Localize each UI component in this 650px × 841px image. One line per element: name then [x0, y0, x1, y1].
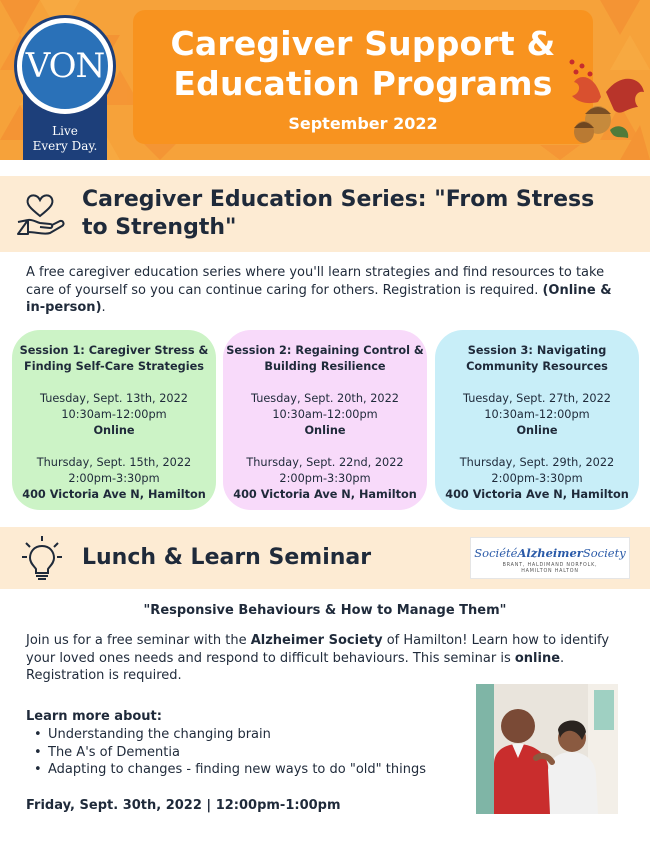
alz-logo-sub [471, 563, 629, 575]
seminar-partner: Alzheimer Society [250, 633, 383, 648]
session-inperson-date: Thursday, Sept. 22nd, 2022 [246, 456, 404, 469]
alz-name-b: Alzheimer [517, 546, 583, 560]
education-title-line2: to Strength" [82, 215, 237, 240]
session-title-line1: Session 2: Regaining Control & [226, 344, 424, 357]
logo-brand: VON [25, 46, 105, 86]
education-title [82, 186, 622, 242]
session-online-date: Tuesday, Sept. 20th, 2022 [251, 392, 399, 405]
session-title-line1: Session 3: Navigating [467, 344, 607, 357]
alzheimer-society-logo [470, 537, 630, 579]
von-logo [17, 18, 113, 160]
intro-mode: (Online & in-person) [26, 282, 612, 315]
seminar-text-b: of Hamilton! Learn how to identify your loved ones needs and respond to difficult behaviours. This seminar is [26, 633, 610, 666]
session-title-line2: Building Resilience [264, 360, 386, 373]
intro-end: . [101, 300, 106, 315]
session-online-label: Online [516, 424, 558, 437]
session-online-time: 10:30am-12:00pm [272, 408, 378, 421]
title-box [133, 10, 593, 144]
session-online-label: Online [304, 424, 346, 437]
lightbulb-icon [22, 536, 62, 582]
heart-in-hand-icon [16, 192, 66, 238]
seminar-mode: online [514, 650, 561, 666]
session-inperson-time: 2:00pm-3:30pm [491, 472, 583, 485]
alz-name-a: Société [474, 546, 518, 560]
session-online-time: 10:30am-12:00pm [61, 408, 167, 421]
session-location: 400 Victoria Ave N, Hamilton [233, 488, 417, 501]
caregiver-photo [476, 684, 618, 814]
lunch-title: Lunch & Learn Seminar [82, 545, 372, 570]
session-online-date: Tuesday, Sept. 13th, 2022 [40, 392, 188, 405]
list-item: • The A's of Dementia [34, 744, 494, 762]
page-title-line2: Education Programs [173, 64, 553, 103]
list-item: • Adapting to changes - finding new ways to do "old" things [34, 761, 494, 779]
education-title-line1: Caregiver Education Series: "From Stress [82, 187, 595, 212]
session-title-line2: Finding Self-Care Strategies [24, 360, 204, 373]
learn-list [34, 726, 494, 779]
session-location: 400 Victoria Ave N, Hamilton [445, 488, 629, 501]
logo-tagline [23, 124, 107, 154]
session-card-3 [435, 330, 639, 510]
alz-sub-line1: BRANT, HALDIMAND NORFOLK, [502, 563, 598, 568]
page-title-line1: Caregiver Support & [170, 24, 556, 63]
seminar-text-c: . Registration is required. [26, 650, 565, 683]
page-date: September 2022 [288, 114, 438, 133]
session-inperson-time: 2:00pm-3:30pm [68, 472, 160, 485]
alz-sub-line2: HAMILTON HALTON [521, 569, 579, 574]
logo-tagline-line1: Live [52, 124, 78, 138]
alz-logo-name [471, 546, 629, 560]
autumn-leaves-icon [566, 52, 646, 152]
session-location: 400 Victoria Ave N, Hamilton [22, 488, 206, 501]
seminar-date: Friday, Sept. 30th, 2022 | 12:00pm-1:00pm [26, 798, 341, 813]
logo-circle [17, 18, 113, 114]
lunch-band [0, 527, 650, 589]
session-online-time: 10:30am-12:00pm [484, 408, 590, 421]
session-online-label: Online [93, 424, 135, 437]
seminar-description [26, 632, 638, 685]
list-item: • Understanding the changing brain [34, 726, 494, 744]
session-title-line1: Session 1: Caregiver Stress & [19, 344, 209, 357]
session-online-date: Tuesday, Sept. 27th, 2022 [463, 392, 611, 405]
session-inperson-time: 2:00pm-3:30pm [279, 472, 371, 485]
intro-text: A free caregiver education series where you'll learn strategies and find resources to take care of yourself so you can continue caring for others. Registration is required. [26, 265, 605, 298]
session-inperson-date: Thursday, Sept. 29th, 2022 [459, 456, 615, 469]
session-card-1 [12, 330, 216, 510]
session-title-line2: Community Resources [466, 360, 608, 373]
education-band [0, 176, 650, 252]
seminar-title: "Responsive Behaviours & How to Manage Them" [143, 603, 507, 618]
seminar-text-a: Join us for a free seminar with the [26, 633, 251, 648]
learn-heading: Learn more about: [26, 709, 162, 724]
alz-name-c: Society [582, 546, 626, 560]
logo-tagline-line2: Every Day. [32, 139, 98, 153]
session-inperson-date: Thursday, Sept. 15th, 2022 [36, 456, 192, 469]
education-intro [26, 264, 626, 317]
header-banner [0, 0, 650, 160]
session-card-2 [223, 330, 427, 510]
